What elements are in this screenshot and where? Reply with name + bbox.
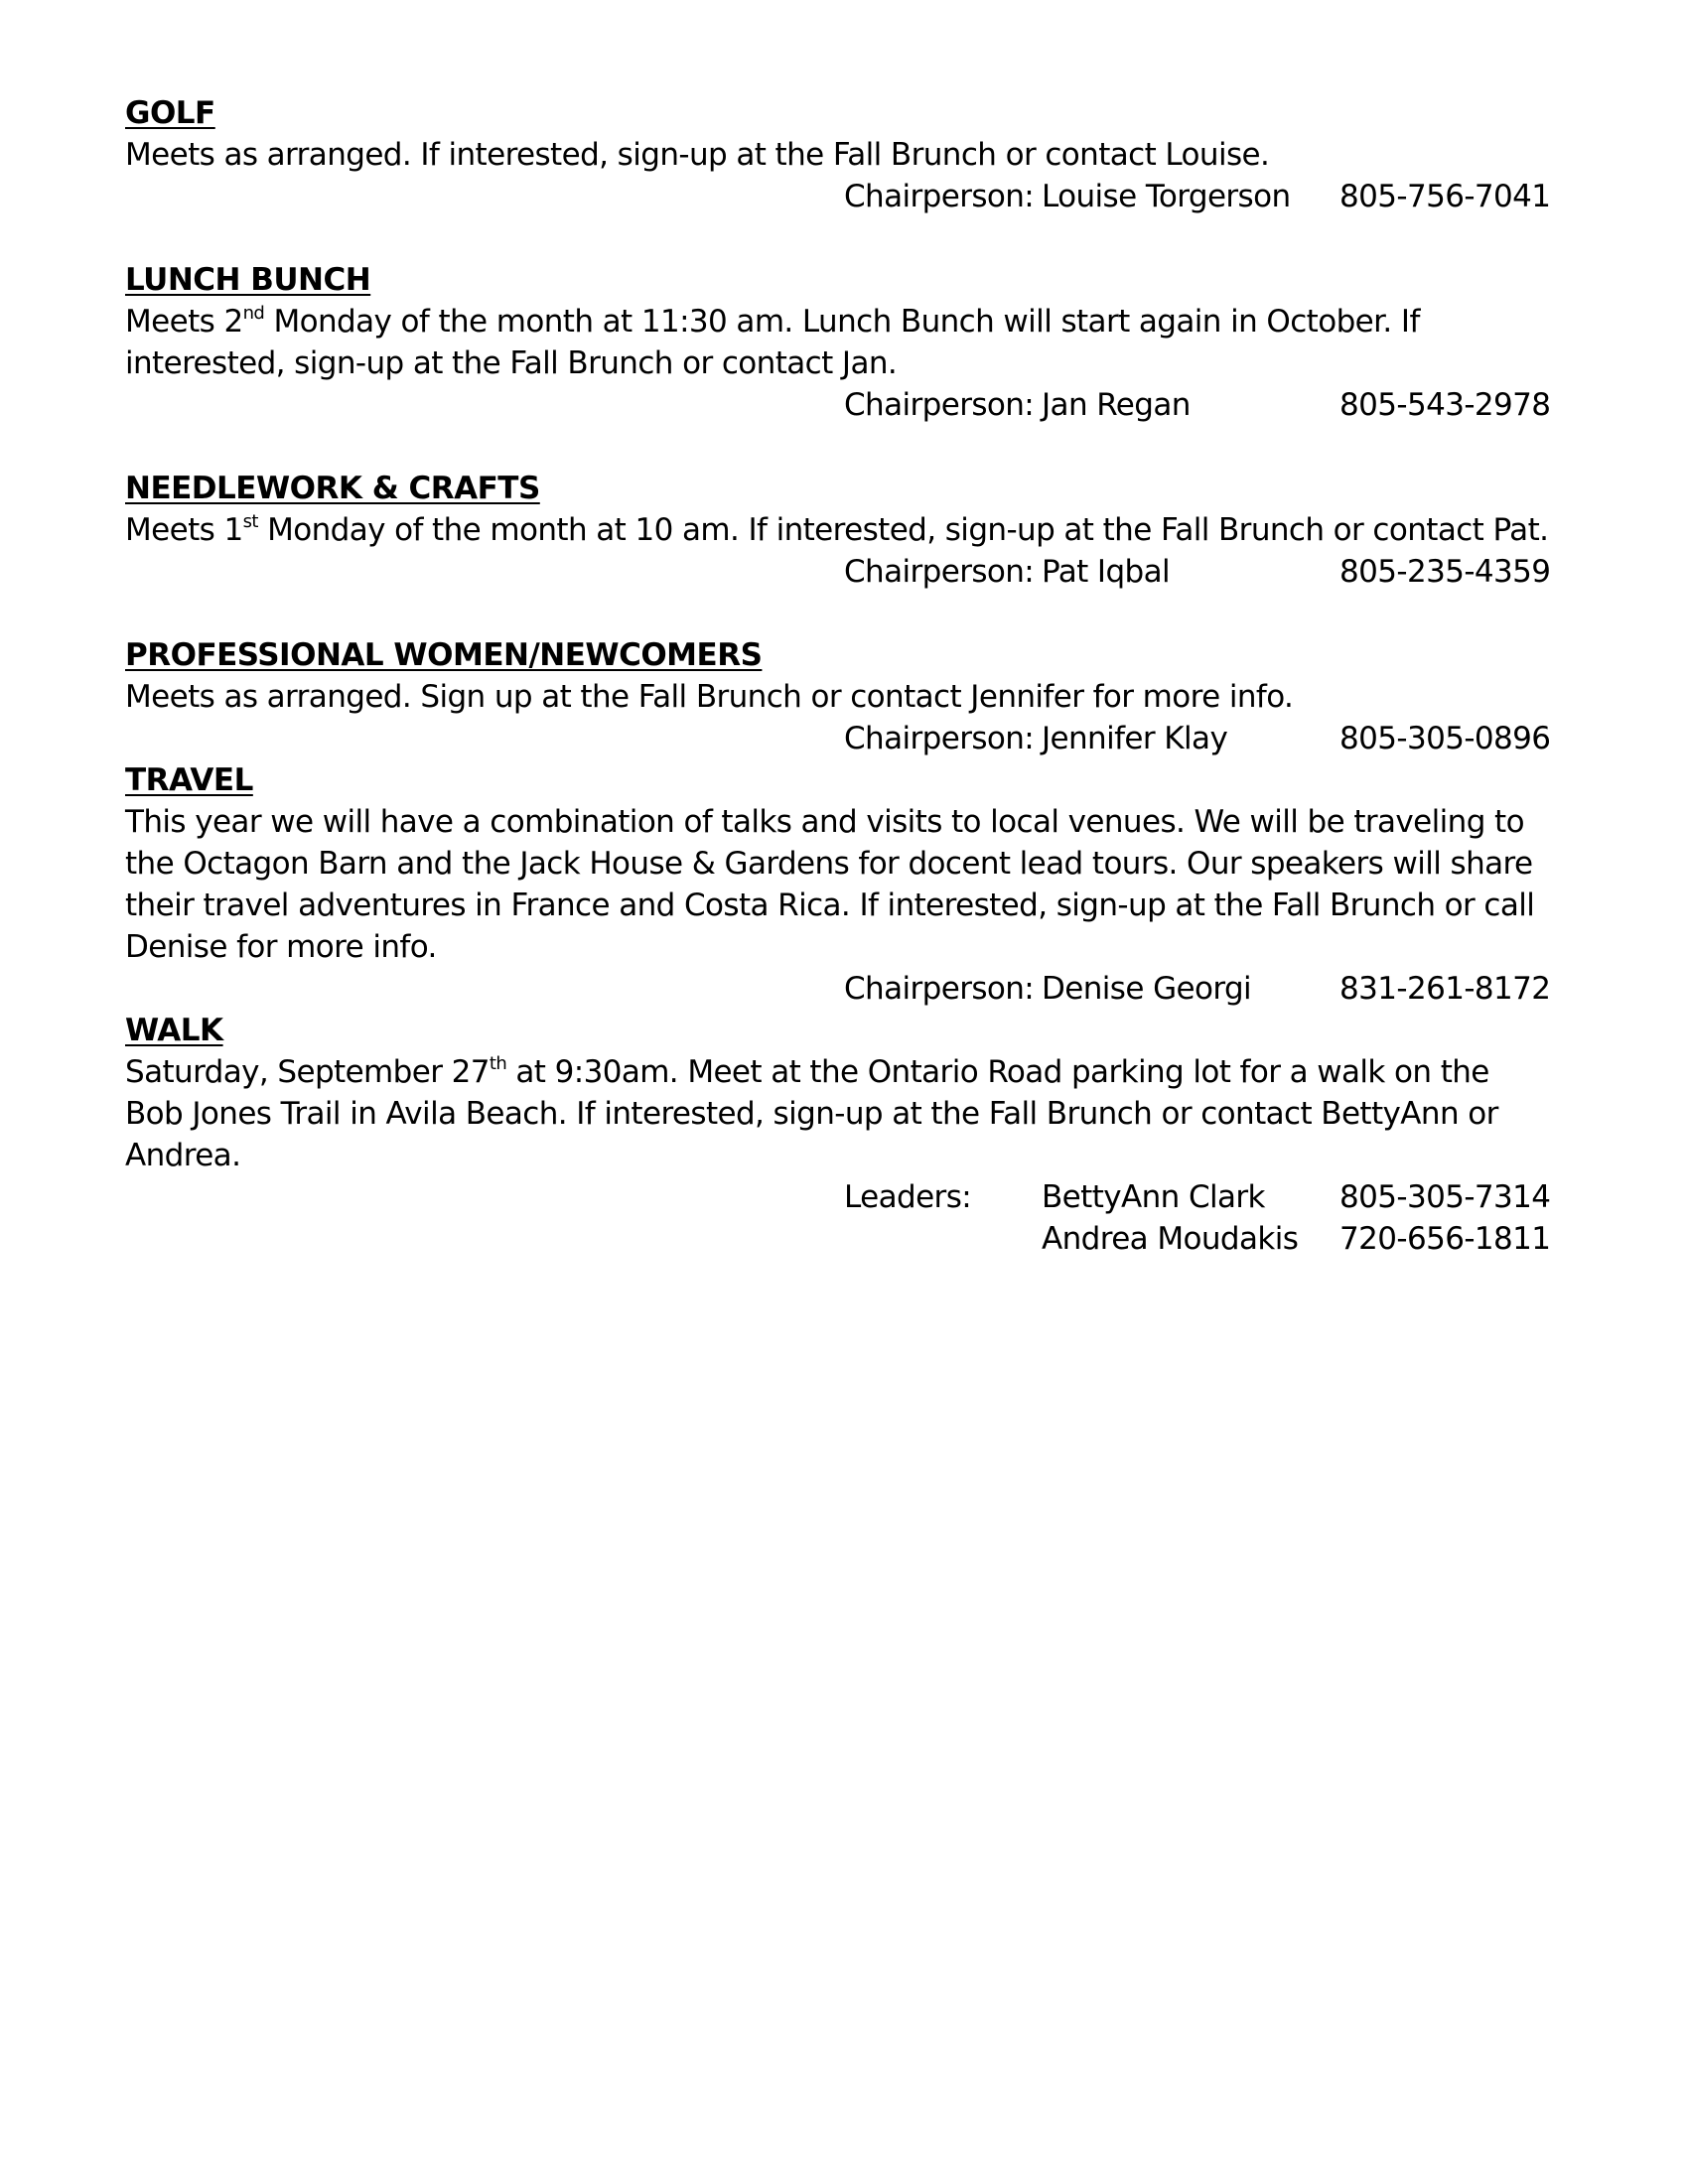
section-title: PROFESSIONAL WOMEN/NEWCOMERS bbox=[125, 637, 763, 673]
section-lunch-bunch bbox=[125, 259, 1555, 426]
section-travel bbox=[125, 759, 1555, 1010]
section-description: Meets 2nd Monday of the month at 11:30 am. Lunch Bunch will start again in October. If interested, sign-up at the Fall Brunch or contact Jan. bbox=[125, 302, 1420, 381]
section-title: GOLF bbox=[125, 95, 215, 131]
contact-role: Chairperson: bbox=[844, 721, 1035, 756]
section-description: Meets as arranged. Sign up at the Fall Brunch or contact Jennifer for more info. bbox=[125, 679, 1294, 715]
contact-name: Jan Regan bbox=[1042, 387, 1191, 423]
section-description: This year we will have a combination of talks and visits to local venues. We will be traveling to the Octagon Barn and the Jack House & Gardens for docent lead tours. Our speakers will share their travel adventures in France and Costa Rica. If interested, sign-up at the Fall Brunch or call Denise for more info. bbox=[125, 804, 1535, 965]
section-needlework-crafts bbox=[125, 468, 1555, 593]
contact-phone: 720-656-1811 bbox=[1339, 1221, 1551, 1257]
contact-phone: 805-756-7041 bbox=[1339, 179, 1551, 214]
section-professional-women bbox=[125, 634, 1555, 759]
contact-name: BettyAnn Clark bbox=[1042, 1179, 1265, 1215]
contact-name: Andrea Moudakis bbox=[1042, 1221, 1299, 1257]
section-title: LUNCH BUNCH bbox=[125, 262, 371, 298]
contact-phone: 831-261-8172 bbox=[1339, 971, 1551, 1007]
contact-phone: 805-305-0896 bbox=[1339, 721, 1551, 756]
contact-name: Jennifer Klay bbox=[1042, 721, 1228, 756]
contact-row bbox=[125, 968, 1555, 1010]
document-page bbox=[125, 92, 1555, 1260]
contact-row bbox=[125, 384, 1555, 426]
section-title: WALK bbox=[125, 1013, 223, 1048]
contact-row bbox=[125, 176, 1555, 217]
section-description: Meets 1st Monday of the month at 10 am. If interested, sign-up at the Fall Brunch or contact Pat. bbox=[125, 510, 1549, 548]
contact-row bbox=[125, 551, 1555, 593]
contact-role: Chairperson: bbox=[844, 179, 1035, 214]
contact-role: Chairperson: bbox=[844, 387, 1035, 423]
contact-row bbox=[125, 718, 1555, 759]
contact-name: Pat Iqbal bbox=[1042, 554, 1171, 590]
section-golf bbox=[125, 92, 1555, 217]
contact-name: Denise Georgi bbox=[1042, 971, 1252, 1007]
contact-row bbox=[125, 1218, 1555, 1260]
section-walk bbox=[125, 1010, 1555, 1260]
contact-role: Leaders: bbox=[844, 1179, 972, 1215]
contact-role: Chairperson: bbox=[844, 971, 1035, 1007]
contact-name: Louise Torgerson bbox=[1042, 179, 1291, 214]
section-description: Saturday, September 27th at 9:30am. Meet at the Ontario Road parking lot for a walk on the Bob Jones Trail in Avila Beach. If interested, sign-up at the Fall Brunch or contact BettyAnn or Andrea. bbox=[125, 1052, 1498, 1173]
contact-phone: 805-235-4359 bbox=[1339, 554, 1551, 590]
section-description: Meets as arranged. If interested, sign-up at the Fall Brunch or contact Louise. bbox=[125, 137, 1270, 173]
section-title: NEEDLEWORK & CRAFTS bbox=[125, 471, 540, 506]
contact-phone: 805-305-7314 bbox=[1339, 1179, 1551, 1215]
contact-role: Chairperson: bbox=[844, 554, 1035, 590]
contact-phone: 805-543-2978 bbox=[1339, 387, 1551, 423]
section-title: TRAVEL bbox=[125, 762, 253, 798]
contact-row bbox=[125, 1176, 1555, 1218]
